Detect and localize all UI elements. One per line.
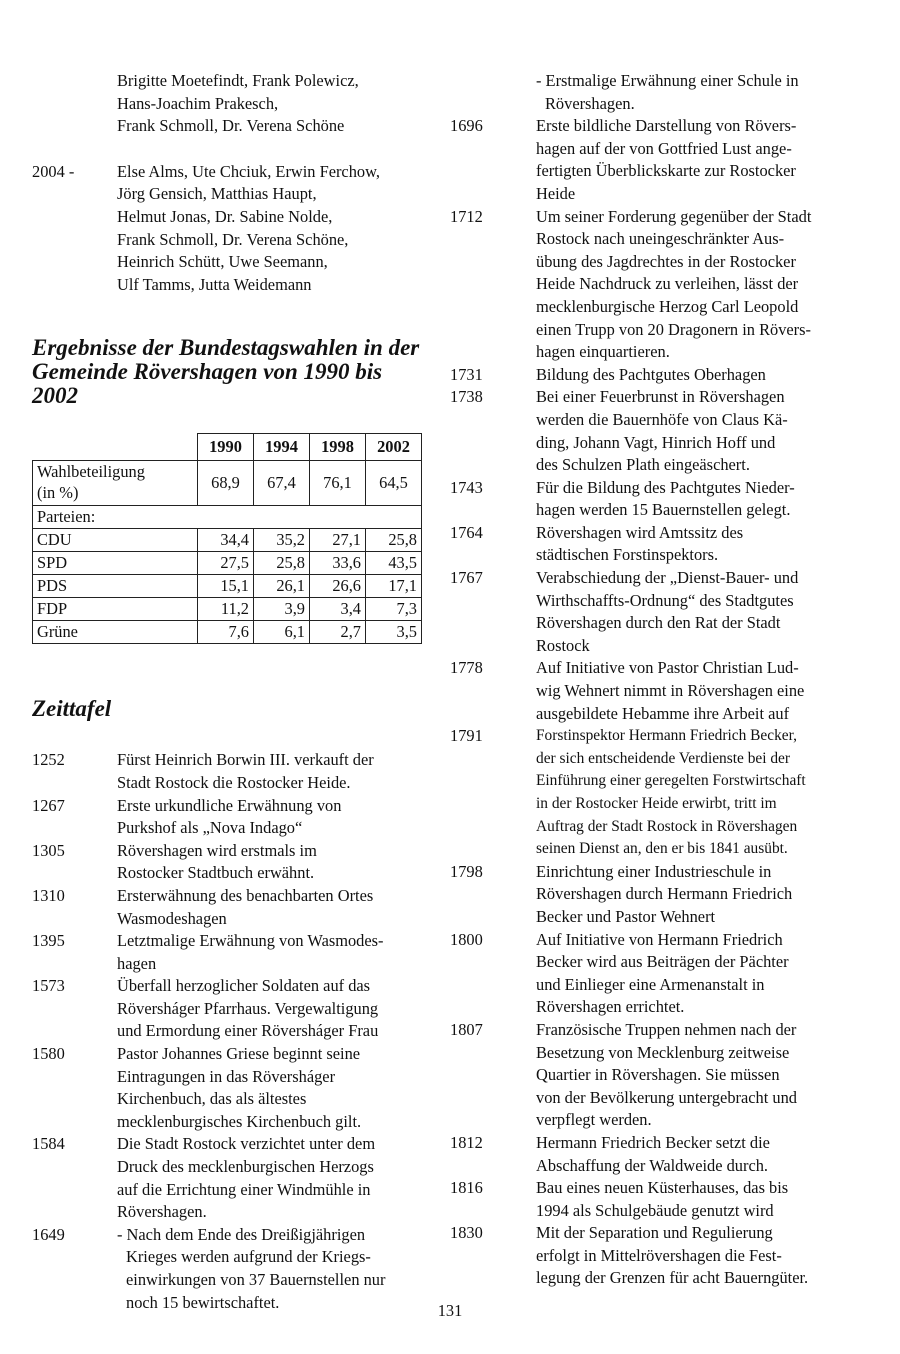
timeline-text: Erste urkundliche Erwähnung von Purkshof als „Nova Indago“: [117, 795, 342, 838]
timeline-text: Bei einer Feuerbrunst in Rövershagen werden die Bauernhöfe von Claus Kä- ding, Johann Vagt, Hinrich Hoff und des Schulzen Plath eingeäschert.: [536, 387, 788, 475]
table-row: [33, 575, 422, 598]
timeline-text: Auf Initiative von Hermann Friedrich Becker wird aus Beiträgen der Pächter und Einlieger eine Armenanstalt in Rövershagen errichtet.: [536, 929, 789, 1017]
timeline-entry: [32, 749, 427, 794]
turnout-value: 67,4: [254, 461, 310, 506]
timeline-entry: [32, 840, 427, 885]
party-value: 17,1: [366, 575, 422, 598]
timeline-text: Französische Truppen nehmen nach der Besetzung von Mecklenburg zeitweise Quartier in Rövershagen. Sie müssen von der Bevölkerung untergebracht und verpflegt werden.: [536, 1019, 797, 1130]
timeline-entry: [450, 522, 850, 567]
party-name: FDP: [33, 598, 198, 621]
column-header: 1998: [310, 434, 366, 461]
timeline-text: Auf Initiative von Pastor Christian Lud- wig Wehnert nimmt in Rövershagen eine ausgebildete Hebamme ihre Arbeit auf: [536, 658, 805, 723]
timeline-year: 1778: [450, 658, 483, 678]
party-value: 27,1: [310, 529, 366, 552]
party-value: 35,2: [254, 529, 310, 552]
party-name: PDS: [33, 575, 198, 598]
timeline-year: 1812: [450, 1132, 483, 1152]
column-header: 2002: [366, 434, 422, 461]
timeline-text: Ersterwähnung des benachbarten Ortes Wasmodeshagen: [117, 885, 374, 928]
party-value: 3,9: [254, 598, 310, 621]
turnout-label: Wahlbeteiligung (in %): [33, 461, 198, 506]
timeline-text: Um seiner Forderung gegenüber der Stadt Rostock nach uneingeschränkter Aus- übung des Jagdrechtes in der Rostocker Heide Nachdruck zu verleihen, lässt der mecklenburgische Herzog Carl Leopold einen Trupp von 20 Dragonern in Rövers- hagen einquartieren.: [536, 206, 812, 362]
parties-label-row: [33, 506, 422, 529]
party-value: 7,3: [366, 598, 422, 621]
timeline-entry: [450, 567, 850, 657]
party-value: 26,6: [310, 575, 366, 598]
timeline-text: Für die Bildung des Pachtgutes Nieder- hagen werden 15 Bauernstellen gelegt.: [536, 477, 795, 520]
timeline-year: 1743: [450, 477, 483, 497]
party-value: 25,8: [254, 552, 310, 575]
party-value: 7,6: [198, 621, 254, 644]
timeline-text: Überfall herzoglicher Soldaten auf das Röversháger Pfarrhaus. Vergewaltigung und Ermordung einer Röversháger Frau: [117, 976, 379, 1041]
timeline-year: 1573: [32, 976, 65, 996]
timeline-year: 1310: [32, 885, 65, 905]
timeline-year: 1305: [32, 840, 65, 860]
committee-entry-2004: [32, 161, 427, 297]
timeline-text: Rövershagen wird Amtssitz des städtischen Forstinspektors.: [536, 522, 744, 565]
timeline-text: Bildung des Pachtgutes Oberhagen: [536, 364, 766, 384]
party-name: CDU: [33, 529, 198, 552]
timeline-year: 1807: [450, 1019, 483, 1039]
party-value: 25,8: [366, 529, 422, 552]
timeline-year: 1816: [450, 1178, 483, 1198]
timeline-entry: [450, 364, 850, 387]
timeline-entry: [450, 477, 850, 522]
timeline-entry: [32, 975, 427, 1043]
timeline-year: 1649: [32, 1224, 65, 1244]
timeline-entry: [450, 70, 850, 115]
party-value: 2,7: [310, 621, 366, 644]
party-value: 34,4: [198, 529, 254, 552]
page-number: 131: [437, 1301, 463, 1320]
timeline-year: 1764: [450, 522, 483, 542]
timeline-text: Hermann Friedrich Becker setzt die Abschaffung der Waldweide durch.: [536, 1132, 770, 1175]
timeline-entry: [450, 1019, 850, 1132]
committee-members-2004: Else Alms, Ute Chciuk, Erwin Ferchow, Jörg Gensich, Matthias Haupt, Helmut Jonas, Dr. Sabine Nolde, Frank Schmoll, Dr. Verena Schöne, Heinrich Schütt, Uwe Seemann, Ulf Tamms, Jutta Weidemann: [117, 161, 380, 294]
timeline-year: 1252: [32, 750, 65, 770]
party-value: 15,1: [198, 575, 254, 598]
timeline-entry: [32, 930, 427, 975]
timeline-year: 1584: [32, 1134, 65, 1154]
timeline-text: Rövershagen wird erstmals im Rostocker Stadtbuch erwähnt.: [117, 840, 317, 883]
timeline-text: Verabschiedung der „Dienst-Bauer- und Wirthschaffts-Ordnung“ des Stadtgutes Rövershagen durch den Rat der Stadt Rostock: [536, 568, 799, 655]
timeline-entry: [32, 795, 427, 840]
timeline-year: 1731: [450, 364, 483, 384]
timeline-heading: Zeittafel: [32, 696, 112, 722]
timeline-text: Fürst Heinrich Borwin III. verkauft der Stadt Rostock die Rostocker Heide.: [117, 750, 374, 792]
timeline-text: - Nach dem Ende des Dreißigjährigen Krieges werden aufgrund der Kriegs- einwirkungen von 37 Bauernstellen nur noch 15 bewirtschaftet.: [117, 1224, 386, 1312]
timeline-year: [450, 70, 536, 115]
timeline-year: 1738: [450, 387, 483, 407]
election-results-table: [32, 433, 422, 644]
table-header-row: [33, 434, 422, 461]
table-row: [33, 598, 422, 621]
table-corner-cell: [33, 434, 198, 461]
timeline-entry: [450, 657, 850, 725]
timeline-entry: [450, 206, 850, 364]
timeline-year: 1791: [450, 726, 483, 746]
party-value: 3,5: [366, 621, 422, 644]
timeline-year: 1712: [450, 206, 483, 226]
turnout-value: 76,1: [310, 461, 366, 506]
table-row: [33, 552, 422, 575]
parties-label: Parteien:: [33, 506, 422, 529]
timeline-year: 1395: [32, 931, 65, 951]
turnout-value: 64,5: [366, 461, 422, 506]
party-value: 27,5: [198, 552, 254, 575]
party-name: SPD: [33, 552, 198, 575]
timeline-text: Letztmalige Erwähnung von Wasmodes- hagen: [117, 931, 384, 973]
timeline-entry: [450, 386, 850, 476]
timeline-entry: [32, 1133, 427, 1223]
timeline-entry: [32, 1043, 427, 1133]
party-name: Grüne: [33, 621, 198, 644]
party-value: 26,1: [254, 575, 310, 598]
turnout-value: 68,9: [198, 461, 254, 506]
timeline-entry: [450, 929, 850, 1019]
table-row: [33, 621, 422, 644]
timeline-text: - Erstmalige Erwähnung einer Schule in Rövershagen.: [536, 71, 799, 113]
timeline-year: 1767: [450, 568, 483, 588]
timeline-entry: [450, 861, 850, 929]
timeline-entry: [450, 725, 850, 861]
party-value: 3,4: [310, 598, 366, 621]
timeline-year: 1800: [450, 929, 483, 949]
table-row: [33, 529, 422, 552]
timeline-entry: [450, 115, 850, 205]
timeline-text: Die Stadt Rostock verzichtet unter dem Druck des mecklenburgischen Herzogs auf die Errichtung einer Windmühle in Rövershagen.: [117, 1134, 376, 1222]
left-column: [32, 70, 427, 1314]
timeline-text: Pastor Johannes Griese beginnt seine Eintragungen in das Röversháger Kirchenbuch, das als ältestes mecklenburgisches Kirchenbuch gilt.: [117, 1044, 362, 1131]
timeline-text: Bau eines neuen Küsterhauses, das bis 1994 als Schulgebäude genutzt wird: [536, 1178, 789, 1220]
timeline-year: 1798: [450, 861, 483, 881]
timeline-year: 1696: [450, 116, 483, 136]
committee-members-previous: Brigitte Moetefindt, Frank Polewicz, Hans-Joachim Prakesch, Frank Schmoll, Dr. Verena Schöne: [117, 71, 359, 136]
column-header: 1990: [198, 434, 254, 461]
party-value: 33,6: [310, 552, 366, 575]
timeline-entry: [450, 1177, 850, 1222]
party-value: 11,2: [198, 598, 254, 621]
timeline-text: Forstinspektor Hermann Friedrich Becker, der sich entscheidende Verdienste bei der Einführung einer geregelten Forstwirtschaft in der Rostocker Heide erwirbt, tritt im Auftrag der Stadt Rostock in Rövershagen seinen Dienst an, den er bis 1841 ausübt.: [536, 727, 806, 858]
timeline-text: Erste bildliche Darstellung von Rövers- hagen auf der von Gottfried Lust ange- fertigten Überblickskarte zur Rostocker Heide: [536, 116, 797, 203]
timeline-entry: [450, 1222, 850, 1290]
turnout-row: [33, 461, 422, 506]
timeline-text: Einrichtung einer Industrieschule in Rövershagen durch Hermann Friedrich Becker und Pastor Wehnert: [536, 861, 793, 926]
timeline-entry: [32, 885, 427, 930]
party-value: 6,1: [254, 621, 310, 644]
election-results-heading: Ergebnisse der Bundestagswahlen in der Gemeinde Rövershagen von 1990 bis 2002: [32, 335, 420, 409]
party-value: 43,5: [366, 552, 422, 575]
timeline-year: 1267: [32, 795, 65, 815]
timeline-text: Mit der Separation und Regulierung erfolgt in Mittelrövershagen die Fest- legung der Grenzen für acht Bauerngüter.: [536, 1223, 809, 1288]
committee-period: 2004 -: [32, 161, 75, 181]
timeline-left-list: [32, 749, 427, 1314]
timeline-entry: [450, 1132, 850, 1177]
timeline-year: 1580: [32, 1044, 65, 1064]
right-column: [450, 70, 850, 1290]
column-header: 1994: [254, 434, 310, 461]
timeline-year: 1830: [450, 1223, 483, 1243]
